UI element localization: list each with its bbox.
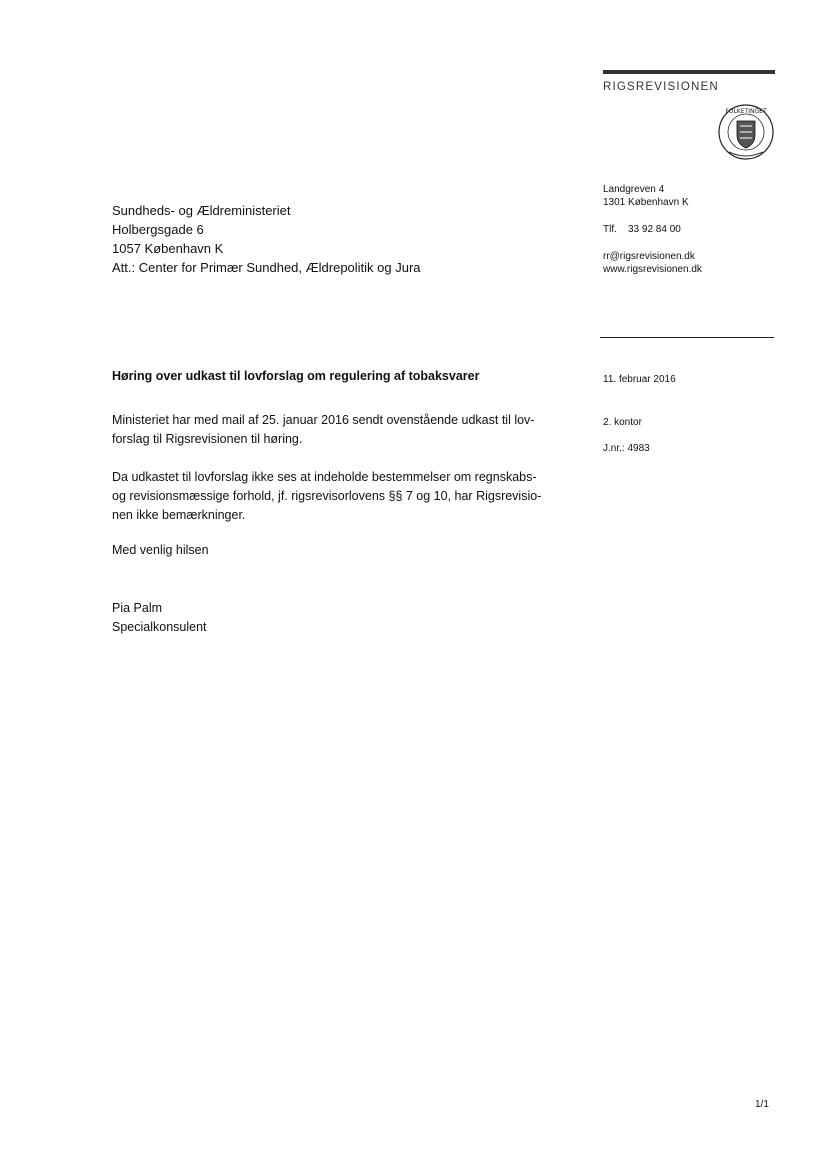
divider-rule: [600, 337, 774, 338]
paragraph-line: nen ikke bemærkninger.: [112, 508, 246, 522]
letter-date: 11. februar 2016: [603, 374, 676, 385]
sender-street: Landgreven 4: [603, 184, 665, 195]
recipient-line: Att.: Center for Primær Sundhed, Ældrepolitik og Jura: [112, 260, 421, 275]
paragraph-line: Da udkastet til lovforslag ikke ses at indeholde bestemmelser om regnskabs-: [112, 470, 537, 484]
sender-email: rr@rigsrevisionen.dk: [603, 251, 695, 262]
signature-block: [112, 599, 207, 637]
svg-text:FOLKETINGET: FOLKETINGET: [725, 108, 767, 115]
sender-address: [603, 184, 689, 209]
sender-website: www.rigsrevisionen.dk: [603, 263, 702, 275]
recipient-line: Sundheds- og Ældreministeriet: [112, 203, 291, 218]
closing: Med venlig hilsen: [112, 543, 209, 557]
letterhead-rule: [603, 70, 775, 74]
sender-phone: Tlf. 33 92 84 00: [603, 224, 681, 235]
paragraph-1: [112, 411, 582, 449]
sender-contact: [603, 251, 702, 276]
sender-city: 1301 København K: [603, 196, 689, 208]
recipient-line: 1057 København K: [112, 241, 224, 256]
recipient-line: Holbergsgade 6: [112, 222, 204, 237]
letter-subject: Høring over udkast til lovforslag om regulering af tobaksvarer: [112, 369, 480, 383]
signer-name: Pia Palm: [112, 601, 163, 615]
paragraph-line: forslag til Rigsrevisionen til høring.: [112, 432, 303, 446]
paragraph-line: og revisionsmæssige forhold, jf. rigsrevisorlovens §§ 7 og 10, har Rigsrevisio-: [112, 489, 542, 503]
journal-number: J.nr.: 4983: [603, 443, 650, 454]
signer-title: Specialkonsulent: [112, 620, 207, 634]
page-number: 1/1: [755, 1099, 769, 1110]
paragraph-line: Ministeriet har med mail af 25. januar 2016 sendt ovenstående udkast til lov-: [112, 413, 535, 427]
folketinget-seal-logo: [707, 104, 785, 160]
organization-name: RIGSREVISIONEN: [603, 81, 719, 93]
paragraph-2: [112, 468, 582, 525]
office: 2. kontor: [603, 417, 642, 428]
recipient-address: [112, 201, 421, 277]
